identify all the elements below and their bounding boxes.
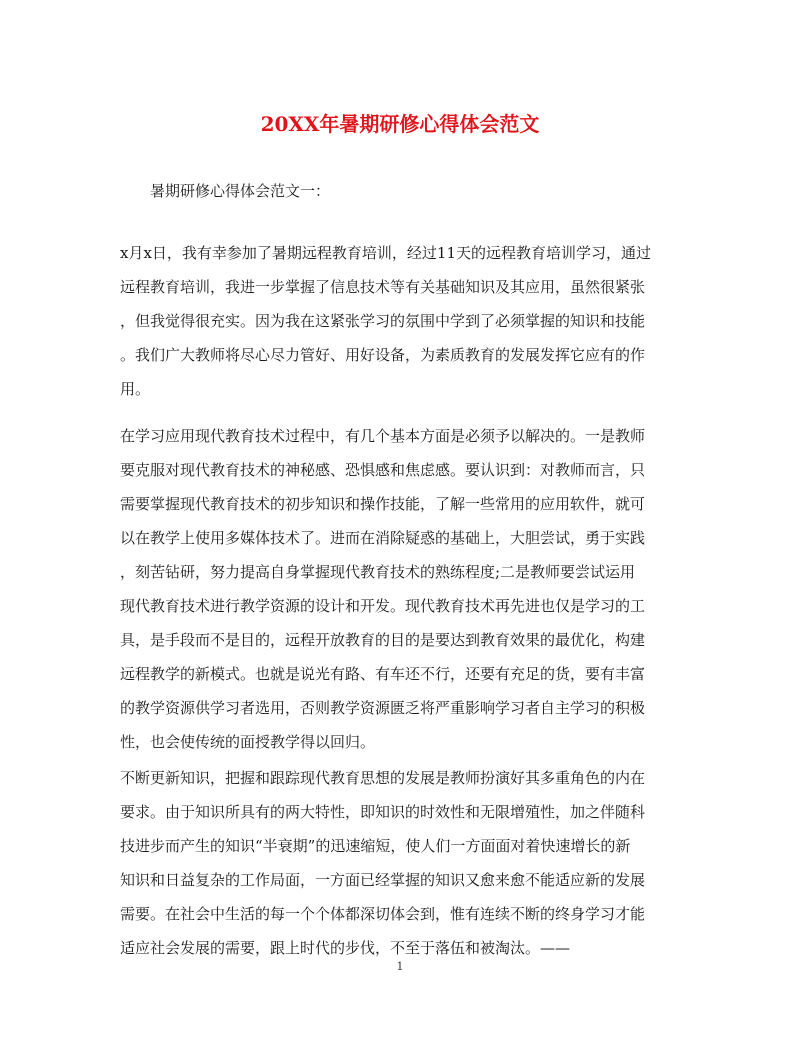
paragraph-line: 适应社会发展的需要，跟上时代的步伐，不至于落伍和被淘汰。—— bbox=[120, 939, 571, 957]
paragraph-line: 现代教育技术进行教学资源的设计和开发。现代教育技术再先进也仅是学习的工 bbox=[120, 597, 646, 615]
paragraph-line: 远程教育培训，我进一步掌握了信息技术等有关基础知识及其应用，虽然很紧张 bbox=[120, 278, 646, 296]
paragraph-line: ，刻苦钻研，努力提高自身掌握现代教育技术的熟练程度;二是教师要尝试运用 bbox=[120, 563, 636, 581]
paragraph-line: 。我们广大教师将尽心尽力管好、用好设备，为素质教育的发展发挥它应有的作 bbox=[120, 346, 646, 364]
paragraph-line: 技进步而产生的知识“半衰期”的迅速缩短，使人们一方面面对着快速增长的新 bbox=[120, 837, 631, 855]
paragraph-line: 以在教学上使用多媒体技术了。进而在消除疑惑的基础上，大胆尝试，勇于实践 bbox=[120, 529, 646, 547]
paragraph-1 bbox=[120, 236, 680, 406]
paragraph-2 bbox=[120, 419, 680, 759]
paragraph-line: 要克服对现代教育技术的神秘感、恐惧感和焦虑感。要认识到：对教师而言，只 bbox=[120, 461, 646, 479]
paragraph-line: 要求。由于知识所具有的两大特性，即知识的时效性和无限增殖性，加之伴随科 bbox=[120, 803, 646, 821]
paragraph-line: 远程教学的新模式。也就是说光有路、有车还不行，还要有充足的货，要有丰富 bbox=[120, 665, 646, 683]
paragraph-line: ，但我觉得很充实。因为我在这紧张学习的氛围中学到了必须掌握的知识和技能 bbox=[120, 312, 646, 330]
paragraph-3 bbox=[120, 761, 680, 965]
document-title: 20XX年暑期研修心得体会范文 bbox=[260, 112, 540, 136]
page-number: 1 bbox=[396, 960, 404, 973]
paragraph-line: 需要掌握现代教育技术的初步知识和操作技能，了解一些常用的应用软件，就可 bbox=[120, 495, 646, 513]
paragraph-line: 具，是手段而不是目的，远程开放教育的目的是要达到教育效果的最优化，构建 bbox=[120, 631, 646, 649]
paragraph-line: x月x日，我有幸参加了暑期远程教育培训，经过11天的远程教育培训学习，通过 bbox=[120, 244, 652, 262]
paragraph-line: 性，也会使传统的面授教学得以回归。 bbox=[120, 733, 376, 751]
paragraph-line: 不断更新知识，把握和跟踪现代教育思想的发展是教师扮演好其多重角色的内在 bbox=[120, 769, 646, 787]
section-heading: 暑期研修心得体会范文一： bbox=[150, 182, 331, 200]
paragraph-line: 用。 bbox=[120, 380, 151, 398]
paragraph-line: 的教学资源供学习者选用，否则教学资源匮乏将严重影响学习者自主学习的积极 bbox=[120, 699, 646, 717]
paragraph-line: 知识和日益复杂的工作局面，一方面已经掌握的知识又愈来愈不能适应新的发展 bbox=[120, 871, 646, 889]
paragraph-line: 在学习应用现代教育技术过程中，有几个基本方面是必须予以解决的。一是教师 bbox=[120, 427, 646, 445]
paragraph-line: 需要。在社会中生活的每一个个体都深切体会到，惟有连续不断的终身学习才能 bbox=[120, 905, 646, 923]
